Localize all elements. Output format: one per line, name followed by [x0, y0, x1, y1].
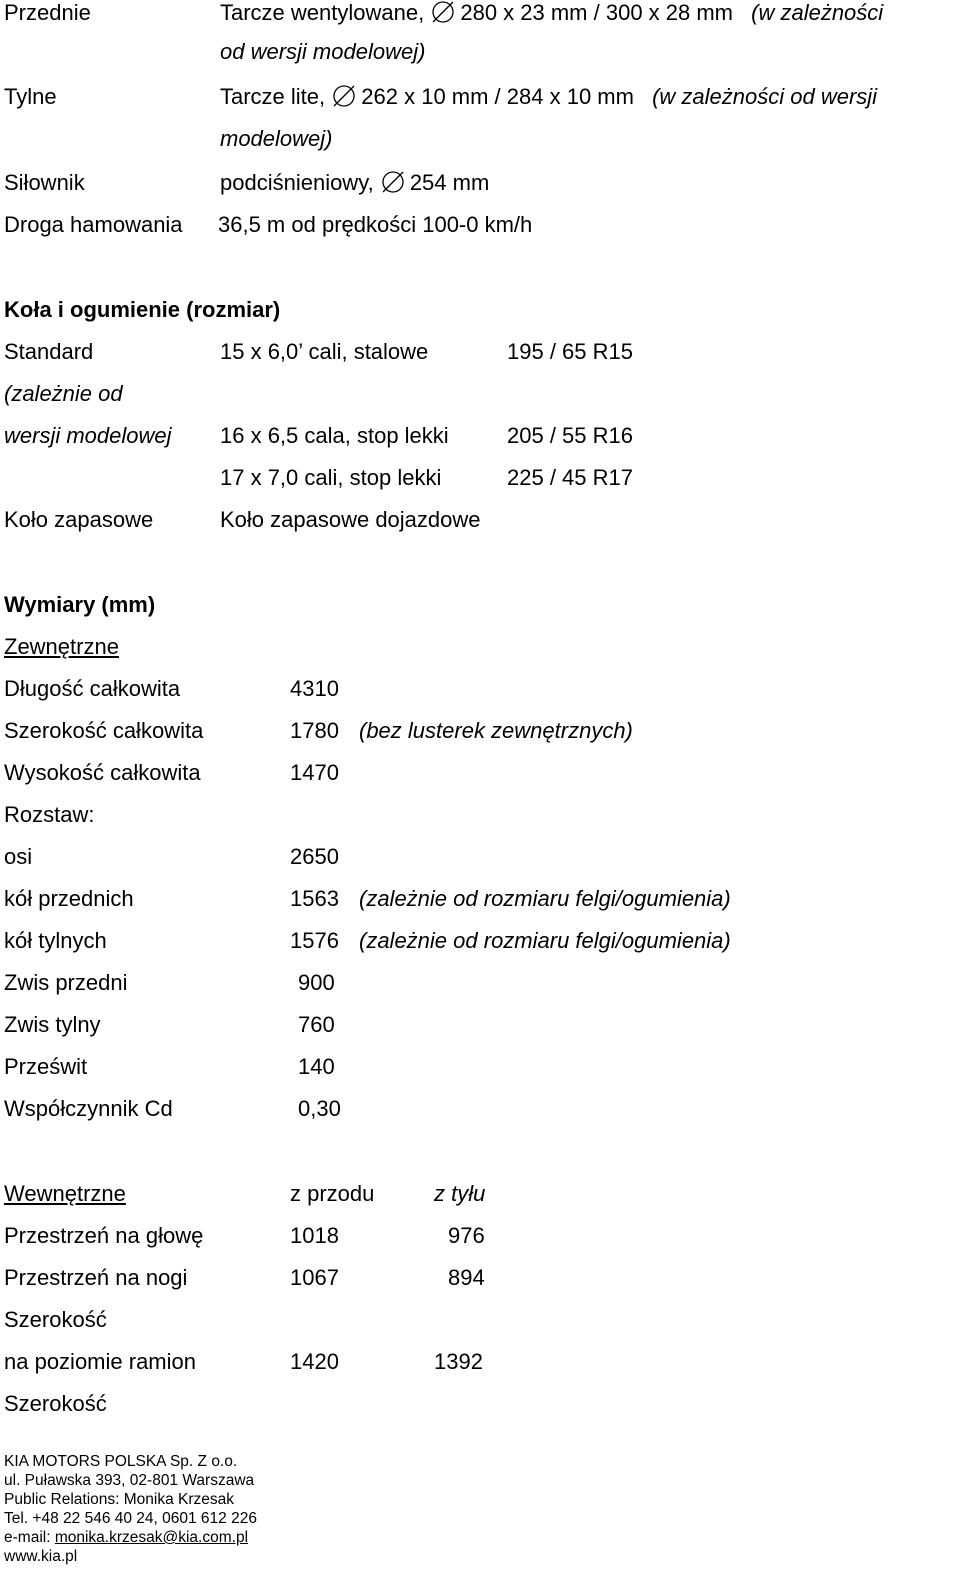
dim-note: (zależnie od rozmiaru felgi/ogumienia)	[359, 928, 731, 953]
spare-wheel-value: Koło zapasowe dojazdowe	[220, 507, 481, 532]
brakes-front-size: 280 x 23 mm / 300 x 28 mm	[460, 0, 734, 25]
brakes-front-note-cont: od wersji modelowej)	[220, 39, 426, 64]
interior-front: 1420	[290, 1349, 339, 1374]
footer-email-link[interactable]: monika.krzesak@kia.com.pl	[54, 1529, 249, 1546]
dim-label: Zwis tylny	[4, 1012, 101, 1037]
exterior-heading: Zewnętrzne	[4, 634, 119, 659]
interior-label: Przestrzeń na nogi	[4, 1265, 188, 1290]
dim-label: kół przednich	[4, 886, 134, 911]
brakes-actuator-value: podciśnieniowy, 254 mm	[220, 170, 490, 195]
brakes-front-note: (w zależności	[751, 0, 884, 25]
dim-value: 900	[298, 970, 335, 995]
dimensions-heading: Wymiary (mm)	[4, 592, 156, 617]
dim-note: (bez lusterek zewnętrznych)	[359, 718, 633, 743]
dim-value: 1780	[290, 718, 339, 743]
wheels-note-cont: wersji modelowej	[4, 423, 172, 448]
dim-label: Wysokość całkowita	[4, 760, 201, 785]
diameter-icon	[331, 84, 357, 108]
brakes-rear-value	[220, 84, 877, 110]
braking-distance-value: 36,5 m od prędkości 100-0 km/h	[218, 212, 533, 237]
diameter-icon	[380, 170, 406, 194]
brakes-rear-size: 262 x 10 mm / 284 x 10 mm	[361, 84, 634, 109]
interior-label: Szerokość	[4, 1307, 107, 1332]
interior-rear: 976	[448, 1223, 485, 1248]
footer-website[interactable]: www.kia.pl	[4, 1548, 78, 1565]
wheels-tyre: 205 / 55 R16	[507, 423, 633, 448]
wheels-heading: Koła i ogumienie (rozmiar)	[4, 297, 281, 322]
interior-front: 1018	[290, 1223, 339, 1248]
dim-value: 4310	[290, 676, 339, 701]
brakes-front-label: Przednie	[4, 0, 91, 25]
interior-col-front: z przodu	[290, 1181, 375, 1206]
brakes-front-value	[220, 0, 883, 26]
brakes-front-type: Tarcze wentylowane,	[220, 0, 425, 25]
spare-wheel-label: Koło zapasowe	[4, 507, 154, 532]
interior-front: 1067	[290, 1265, 339, 1290]
wheels-rim: 15 x 6,0’ cali, stalowe	[220, 339, 429, 364]
interior-label: Przestrzeń na głowę	[4, 1223, 204, 1248]
footer-phone: Tel. +48 22 546 40 24, 0601 612 226	[4, 1510, 257, 1527]
footer-email-line: e-mail: monika.krzesak@kia.com.pl	[4, 1529, 249, 1546]
dim-note: (zależnie od rozmiaru felgi/ogumienia)	[359, 886, 731, 911]
interior-label: na poziomie ramion	[4, 1349, 196, 1374]
interior-rear: 894	[448, 1265, 485, 1290]
dim-label: Współczynnik Cd	[4, 1096, 173, 1121]
wheels-tyre: 195 / 65 R15	[507, 339, 633, 364]
interior-col-rear: z tyłu	[434, 1181, 486, 1206]
interior-label: Szerokość	[4, 1391, 107, 1416]
dim-label: Rozstaw:	[4, 802, 95, 827]
brakes-rear-label: Tylne	[4, 84, 57, 109]
brakes-actuator-label: Siłownik	[4, 170, 85, 195]
footer-pr: Public Relations: Monika Krzesak	[4, 1491, 235, 1508]
dim-value: 140	[298, 1054, 335, 1079]
dim-value: 2650	[290, 844, 339, 869]
interior-rear: 1392	[434, 1349, 483, 1374]
dim-label: Prześwit	[4, 1054, 88, 1079]
wheels-note: (zależnie od	[4, 381, 123, 406]
dim-label: Zwis przedni	[4, 970, 128, 995]
dim-label: osi	[4, 844, 33, 869]
wheels-rim: 16 x 6,5 cala, stop lekki	[220, 423, 449, 448]
dim-label: Długość całkowita	[4, 676, 181, 701]
interior-heading: Wewnętrzne	[4, 1181, 126, 1206]
dim-value: 1470	[290, 760, 339, 785]
dim-value: 0,30	[298, 1096, 341, 1121]
dim-label: Szerokość całkowita	[4, 718, 204, 743]
brakes-rear-note: (w zależności od wersji	[652, 84, 878, 109]
dim-value: 1563	[290, 886, 339, 911]
brakes-rear-note-cont: modelowej)	[220, 126, 333, 151]
brakes-rear-type: Tarcze lite,	[220, 84, 326, 109]
braking-distance-label: Droga hamowania	[4, 212, 183, 237]
dim-value: 1576	[290, 928, 339, 953]
diameter-icon	[430, 0, 456, 24]
wheels-tyre: 225 / 45 R17	[507, 465, 633, 490]
footer-company: KIA MOTORS POLSKA Sp. Z o.o.	[4, 1453, 238, 1470]
dim-label: kół tylnych	[4, 928, 107, 953]
wheels-standard-label: Standard	[4, 339, 94, 364]
footer-address: ul. Puławska 393, 02-801 Warszawa	[4, 1472, 255, 1489]
dim-value: 760	[298, 1012, 335, 1037]
wheels-rim: 17 x 7,0 cali, stop lekki	[220, 465, 442, 490]
